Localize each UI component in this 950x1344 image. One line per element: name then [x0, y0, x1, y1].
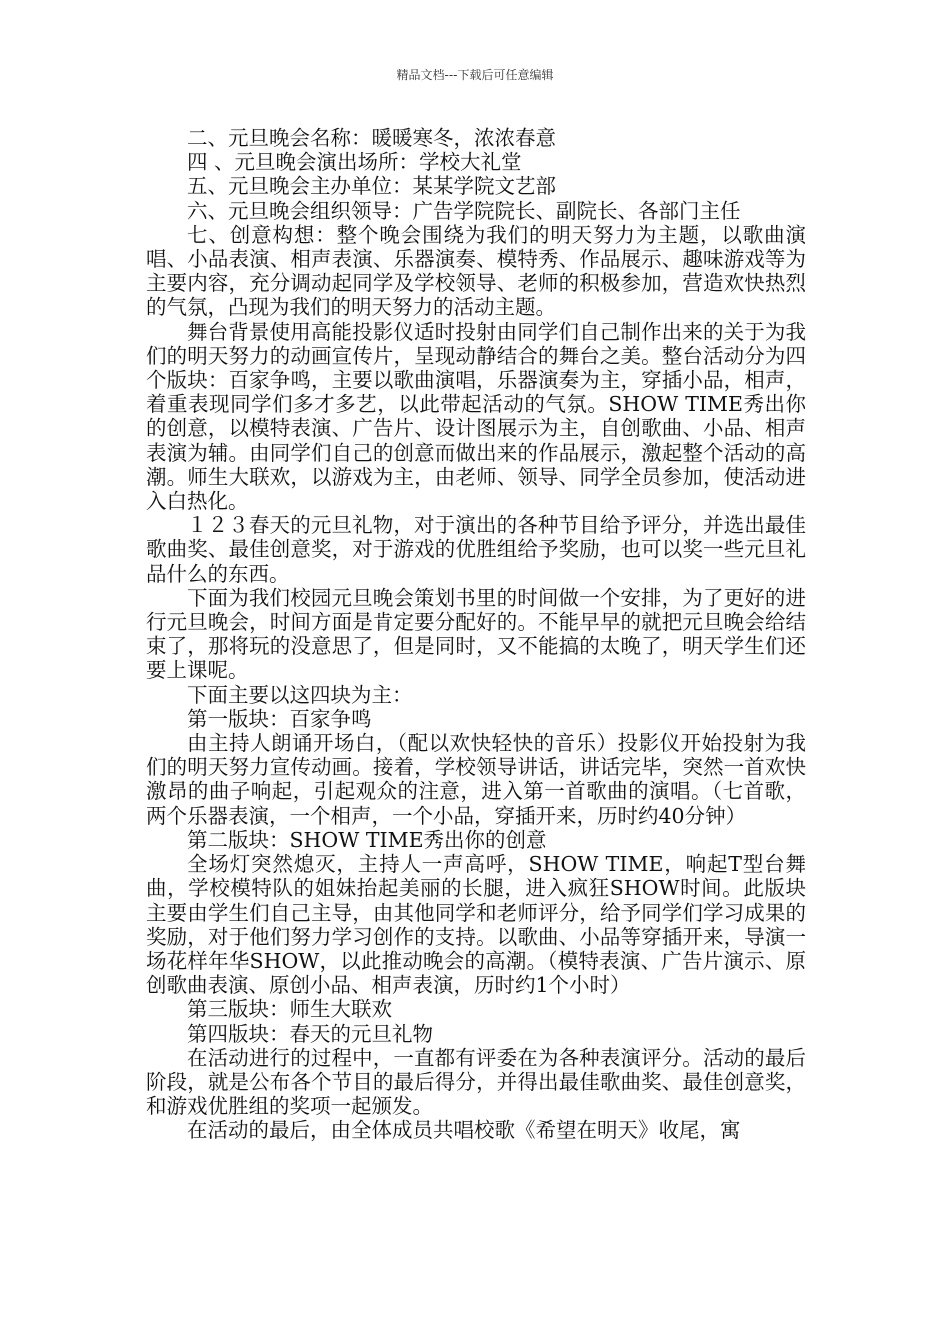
paragraph-schedule: 下面为我们校园元旦晚会策划书里的时间做一个安排，为了更好的进行元旦晚会，时间方面是肯定要分配好的。不能早早的就把元旦晚会给结束了，那将玩的没意思了，但是同时，又不能搞的太晚了，明天学生们还要上课呢。: [146, 585, 806, 683]
paragraph-leadership: 六、元旦晚会组织领导：广告学院院长、副院长、各部门主任: [187, 198, 741, 223]
paragraph-block-two: 全场灯突然熄灭，主持人一声高呼，SHOW TIME，响起T型台舞曲，学校模特队的姐妹抬起美丽的长腿，进入疯狂SHOW时间。此版块主要由学生们自己主导，由其他同学和老师评分，给予同学们学习成果的奖励，对于他们努力学习创作的支持。以歌曲、小品等穿插开来，导演一场花样年华SHOW，以此推动晚会的高潮。（模特表演、广告片演示、原创歌曲表演、原创小品、相声表演，历时约1个小时）: [146, 852, 806, 998]
paragraph-venue: 四 、元旦晚会演出场所：学校大礼堂: [187, 150, 522, 175]
paragraph-stage-background: 舞台背景使用高能投影仪适时投射由同学们自己制作出来的关于为我们的明天努力的动画宣传片，呈现动静结合的舞台之美。整台活动分为四个版块：百家争鸣，主要以歌曲演唱，乐器演奏为主，穿插小品，相声，着重表现同学们多才多艺，以此带起活动的气氛。SHOW TIME秀出你的创意，以模特表演、广告片、设计图展示为主，自创歌曲、小品、相声表演为辅。由同学们自己的创意而做出来的作品展示，激起整个活动的高潮。师生大联欢，以游戏为主，由老师、领导、同学全员参加，使活动进入白热化。: [146, 319, 806, 514]
heading-block-two: 第二版块：SHOW TIME秀出你的创意: [187, 827, 547, 852]
paragraph-concept: 七、创意构想：整个晚会围绕为我们的明天努力为主题，以歌曲演唱、小品表演、相声表演、乐器演奏、模特秀、作品展示、趣味游戏等为主要内容，充分调动起同学及学校领导、老师的积极参加，营造欢快热烈的气氛，凸现为我们的明天努力的活动主题。: [146, 222, 806, 320]
paragraph-event-name: 二、元旦晚会名称：暖暖寒冬，浓浓春意: [187, 126, 556, 150]
heading-block-three: 第三版块：师生大联欢: [187, 997, 392, 1022]
paragraph-judging: 在活动进行的过程中，一直都有评委在为各种表演评分。活动的最后阶段，就是公布各个节目的最后得分，并得出最佳歌曲奖、最佳创意奖，和游戏优胜组的奖项一起颁发。: [146, 1045, 806, 1119]
heading-block-four: 第四版块：春天的元旦礼物: [187, 1021, 433, 1046]
paragraph-awards: １２３春天的元旦礼物，对于演出的各种节目给予评分，并选出最佳歌曲奖、最佳创意奖，对于游戏的优胜组给予奖励，也可以奖一些元旦礼品什么的东西。: [146, 513, 806, 586]
paragraph-four-blocks: 下面主要以这四块为主：: [187, 682, 413, 707]
paragraph-organizer: 五、元旦晚会主办单位：某某学院文艺部: [187, 174, 556, 199]
document-body: [146, 126, 806, 1143]
paragraph-block-one: 由主持人朗诵开场白，（配以欢快轻快的音乐）投影仪开始投射为我们的明天努力宣传动画。接着，学校领导讲话，讲话完毕，突然一首欢快激昂的曲子响起，引起观众的注意，进入第一首歌曲的演唱。（七首歌，两个乐器表演，一个相声，一个小品，穿插开来，历时约40分钟）: [146, 731, 806, 828]
heading-block-one: 第一版块：百家争鸣: [187, 706, 372, 731]
paragraph-closing: 在活动的最后，由全体成员共唱校歌《希望在明天》收尾，寓: [187, 1118, 741, 1143]
page-header: 精品文档---下载后可任意编辑: [396, 68, 554, 82]
